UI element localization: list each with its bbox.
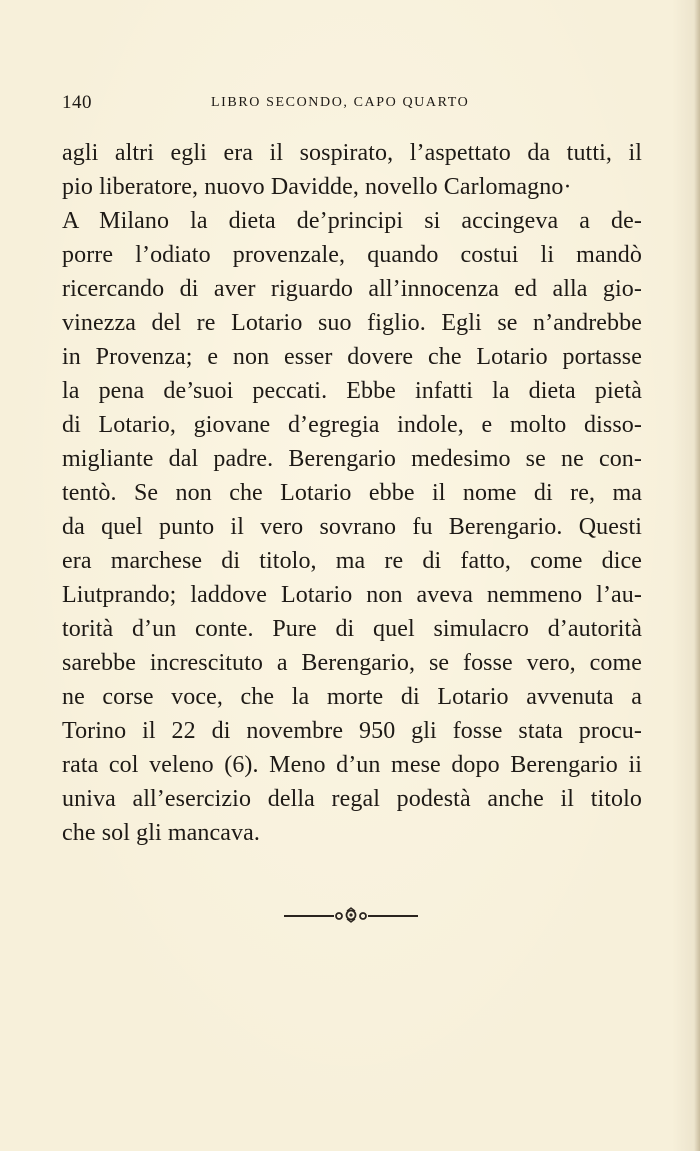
text-line: in Provenza; e non esser dovere che Lotario portasse (62, 344, 642, 370)
text-line: da quel punto il vero sovrano fu Berengario. Questi (62, 514, 642, 540)
page-header (62, 92, 642, 116)
page-edge-shadow (694, 0, 700, 1151)
text-line: ricercando di aver riguardo all’innocenza ed alla gio- (62, 276, 642, 302)
fleuron-icon (334, 905, 368, 925)
fleuron-divider-icon (284, 905, 418, 925)
text-line: Liutprando; laddove Lotario non aveva nemmeno l’au- (62, 582, 642, 608)
text-line: era marchese di titolo, ma re di fatto, come dice (62, 548, 642, 574)
running-head: LIBRO SECONDO, CAPO QUARTO (211, 95, 470, 110)
text-line: A Milano la dieta de’principi si accingeva a de- (62, 208, 642, 234)
text-line: torità d’un conte. Pure di quel simulacro d’autorità (62, 616, 642, 642)
text-line: porre l’odiato provenzale, quando costui li mandò (62, 242, 642, 268)
text-line: sarebbe increscituto a Berengario, se fosse vero, come (62, 650, 642, 676)
text-line: Torino il 22 di novembre 950 gli fosse stata procu- (62, 718, 642, 744)
text-line: pio liberatore, nuovo Davidde, novello Carlomagno· (62, 174, 572, 200)
page-number: 140 (62, 92, 92, 113)
ornament-rule-right (368, 915, 418, 917)
text-line: tentò. Se non che Lotario ebbe il nome di re, ma (62, 480, 642, 506)
text-line: univa all’esercizio della regal podestà anche il titolo (62, 786, 642, 812)
text-line: ne corse voce, che la morte di Lotario avvenuta a (62, 684, 642, 710)
text-line: rata col veleno (6). Meno d’un mese dopo Berengario ii (62, 752, 642, 778)
text-line: vinezza del re Lotario suo figlio. Egli se n’andrebbe (62, 310, 642, 336)
text-line: agli altri egli era il sospirato, l’aspettato da tutti, il (62, 140, 642, 166)
ornament-rule-left (284, 915, 334, 917)
text-line: migliante dal padre. Berengario medesimo se ne con- (62, 446, 642, 472)
text-line: che sol gli mancava. (62, 820, 260, 846)
text-line: la pena de’suoi peccati. Ebbe infatti la dieta pietà (62, 378, 642, 404)
text-line: di Lotario, giovane d’egregia indole, e molto disso- (62, 412, 642, 438)
body-text (62, 136, 642, 850)
